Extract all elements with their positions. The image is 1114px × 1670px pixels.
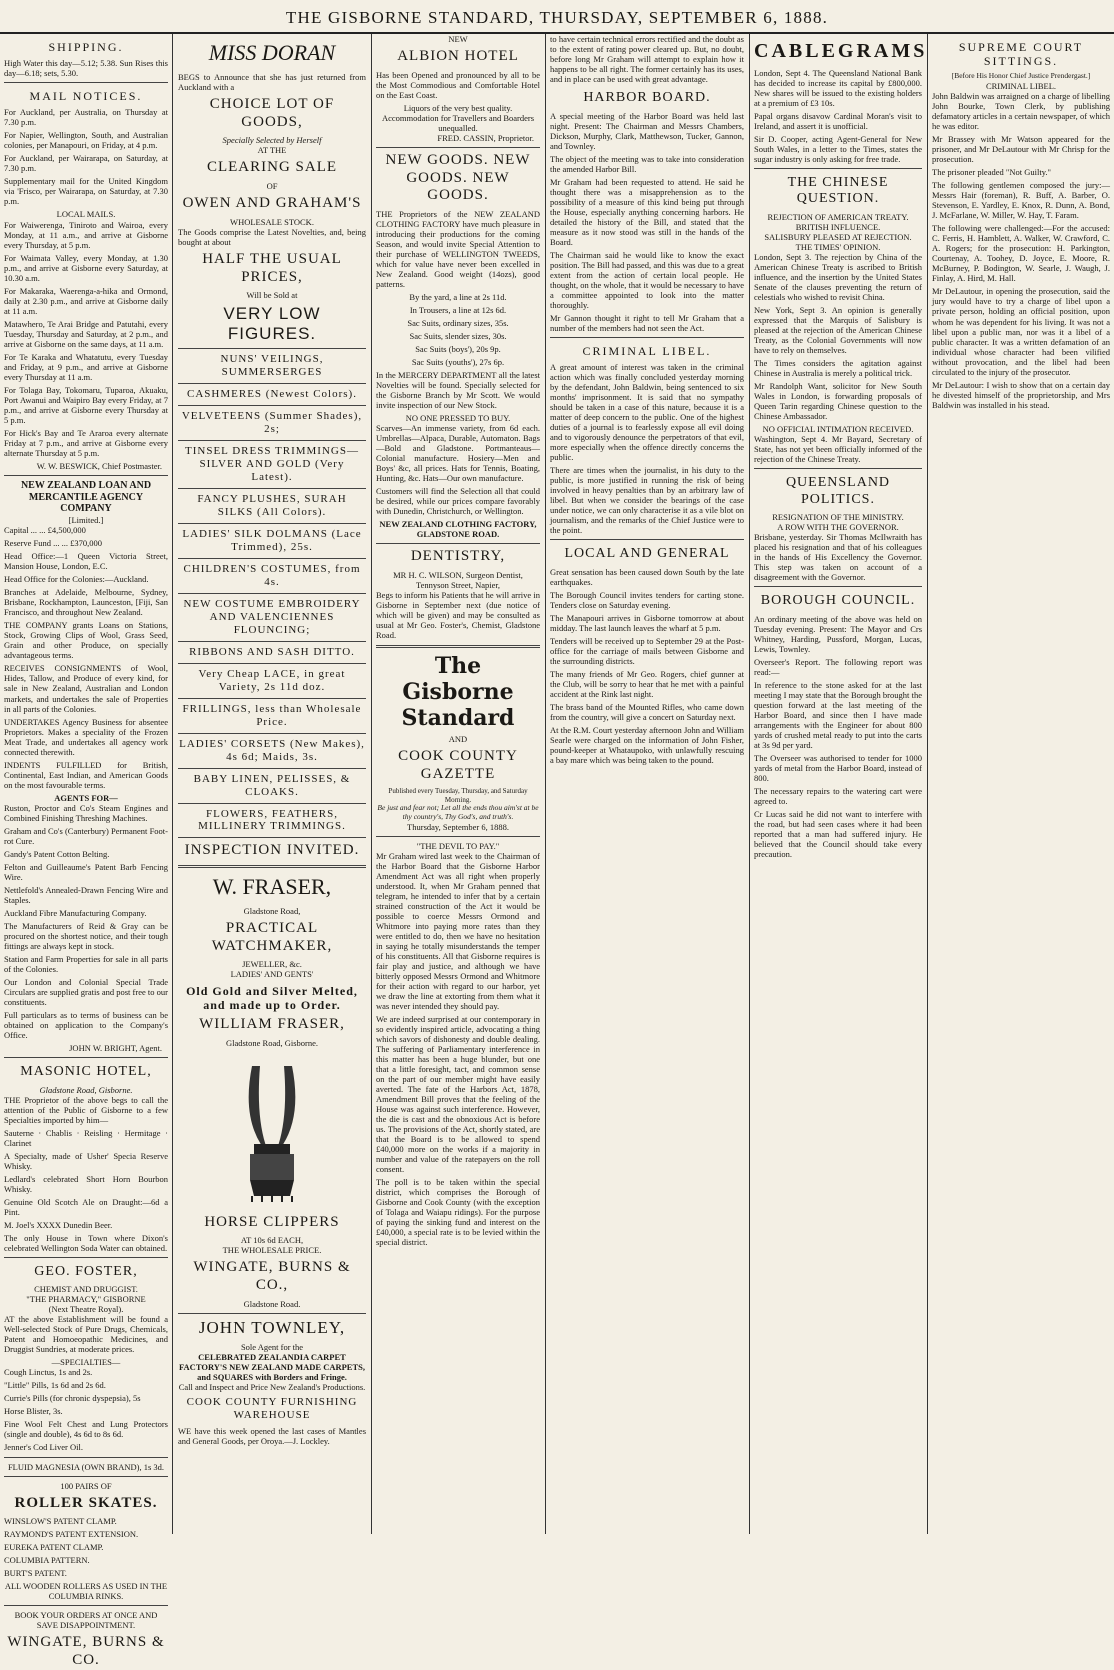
list-item: Very Cheap LACE, in great Variety, 2s 11d doz.	[198, 667, 346, 693]
mail-list	[4, 107, 168, 206]
masonic-sub: Gladstone Road, Gisborne.	[39, 1084, 133, 1095]
nzl-limited: [Limited.]	[68, 515, 104, 526]
list-item: UNDERTAKES Agency Business for absentee Proprietors. Makes a speciality of the Frozen Meat Trade, and undertakes all agency work connected therewith.	[4, 716, 168, 757]
list-item: Genuine Old Scotch Ale on Draught:—6d a Pint.	[4, 1196, 168, 1217]
criminal-heading: CRIMINAL LIBEL.	[582, 343, 712, 358]
roller-skates: ROLLER SKATES.	[14, 1494, 158, 1511]
list-item: VELVETEENS (Summer Shades), 2s;	[181, 410, 363, 436]
clamp-list	[4, 1516, 168, 1578]
list-item: "Little" Pills, 1s 6d and 2s 6d.	[4, 1380, 106, 1391]
list-item: For Waimata Valley, every Monday, at 1.30 p.m., and arrive at Gisborne every Saturday, at 10.30 a.m.	[4, 252, 168, 283]
list-item: Mr Randolph Want, solicitor for New South Wales in London, is forwarding proposals of Queen Tarin regarding Chinese question to the Chinese Ambassador.	[754, 381, 922, 422]
foster-sub: CHEMIST AND DRUGGIST.	[34, 1284, 138, 1295]
albion-hotel: ALBION HOTEL	[397, 48, 519, 65]
list-item: The Times considers the agitation against Chinese in Australia is merely a political trick.	[754, 357, 922, 378]
list-item: Ledlard's celebrated Short Horn Bourbon Whisky.	[4, 1173, 168, 1194]
chinese-sub2: BRITISH INFLUENCE.	[795, 221, 881, 232]
list-item: Auckland Fibre Manufacturing Company.	[4, 907, 147, 918]
gs-publication: Published every Tuesday, Thursday, and Saturday Morning.	[388, 787, 528, 804]
list-item: The following gentlemen composed the jury:—Messrs Hair (foreman), R. Buff, A. Barber, O. Stevenson, E. Yardley, E. Knox, R. Dunn, A. Bond, J. McFarlane, W. Miller, W. Hay, T. Faram.	[932, 180, 1110, 221]
queensland-sub: RESIGNATION OF THE MINISTRY.	[772, 512, 904, 523]
list-item: At the R.M. Court yesterday afternoon John and William Searle were charged on the information of John Fisher, pound-keeper at Whataupoko, with unlawfully rescuing a bay mare which was being taken to the pound.	[550, 725, 744, 766]
wilson-para: Begs to inform his Patients that he will arrive in Gisborne in September next (due notice of which will be given) and may be consulted as usual at Mr Geo. Foster's, Chemist, Gladstone Road.	[376, 590, 540, 641]
list-item: For Auckland, per Wairarapa, on Saturday, at 7.30 p.m.	[4, 153, 168, 174]
at-the: AT THE	[257, 145, 287, 156]
nz-clothing-factory: NEW ZEALAND CLOTHING FACTORY, GLADSTONE ROAD.	[379, 519, 537, 540]
list-item: Felton and Guilleaume's Patent Barb Fencing Wire.	[4, 861, 168, 882]
list-item: In reference to the stone asked for at the last meeting I may state that the Borough brought the question forward at the last meeting of the Harbor Board, and since then I have made arrangements with the Engineer for about 800 yards of crushed metal ready to put into the carts at 3s 9d per yard.	[754, 679, 922, 750]
cassin-signature: FRED. CASSIN, Proprietor.	[437, 132, 534, 143]
list-item: By the yard, a line at 2s 11d.	[409, 292, 507, 302]
list-item: Branches at Adelaide, Melbourne, Sydney, Brisbane, Rockhampton, Launceston, [Fiji, San Francisco, and throughout New Zealand.	[4, 587, 168, 618]
dentistry: DENTISTRY,	[410, 548, 506, 565]
list-item: RAYMOND'S PATENT EXTENSION.	[4, 1529, 139, 1540]
list-item: Sauterne · Chablis · Reisling · Hermitage · Clarinet	[4, 1127, 168, 1148]
list-item: Ruston, Proctor and Co's Steam Engines and Combined Finishing Threshing Machines.	[4, 802, 168, 823]
list-item: The brass band of the Mounted Rifles, who came down from the country, will give a concert on Saturday next.	[550, 702, 744, 723]
albion-para: Has been Opened and pronounced by all to be the Most Commodious and Comfortable Hotel on the East Coast.	[376, 69, 540, 100]
lockley-notice: WE have this week opened the last cases of Mantles and General Goods, per Oroya.—J. Lockley.	[178, 1425, 366, 1446]
local-general-heading: LOCAL AND GENERAL	[564, 546, 730, 562]
list-item: FLOWERS, FEATHERS, MILLINERY TRIMMINGS.	[198, 807, 346, 833]
masthead	[0, 0, 1114, 34]
new-goods-para4: Customers will find the Selection all that could be desired, while our prices compare favorably with Dunedin, Christchurch, or Wellington.	[376, 486, 540, 517]
nzl-title: NEW ZEALAND LOAN AND MERCANTILE AGENCY COMPANY	[20, 479, 152, 515]
borough-heading: BOROUGH COUNCIL.	[760, 593, 916, 609]
list-item: Jenner's Cod Liver Oil.	[4, 1442, 83, 1453]
list-item: An ordinary meeting of the above was held on Tuesday evening. Present: The Mayor and Crs Whitney, Harding, Pussford, Morgan, Lucas, Lewis, Townley.	[754, 613, 922, 654]
list-item: In Trousers, a line at 12s 6d.	[409, 305, 507, 316]
chinese-sub1: REJECTION OF AMERICAN TREATY.	[767, 211, 909, 222]
will-be-sold: Will be Sold at	[246, 290, 298, 301]
list-item: CASHMERES (Newest Colors).	[187, 388, 357, 401]
list-item: Sir D. Cooper, acting Agent-General for New South Wales, in a letter to the Times, states the sugar industry is only asking for free trade.	[754, 133, 922, 164]
cook-county-gazette: COOK COUNTY GAZETTE	[398, 748, 518, 782]
harbor-list	[550, 111, 744, 333]
list-item: A Specialty, made of Usher' Specia Reserve Whisky.	[4, 1150, 168, 1171]
queensland-heading: QUEENSLAND POLITICS.	[785, 475, 891, 507]
wingate-footer: WINGATE, BURNS & CO.	[7, 1634, 165, 1669]
jeweller: JEWELLER, &c.	[242, 959, 302, 970]
list-item: For Makaraka, Waerenga-a-hika and Ormond, daily at 2.30 p.m., and arrive at Gisborne daily at 11 a.m.	[4, 285, 168, 316]
harbor-heading: HARBOR BOARD.	[583, 90, 711, 106]
list-item: EUREKA PATENT CLAMP.	[4, 1542, 104, 1553]
clearing-sale: CLEARING SALE	[206, 159, 338, 176]
john-townley: JOHN TOWNLEY,	[198, 1317, 346, 1337]
list-item: For Te Karaka and Whatatutu, every Tuesday and Friday, at 9 p.m., and arrive at Gisborne every Thursday at 11 a.m.	[4, 351, 168, 382]
list-item: Gandy's Patent Cotton Belting.	[4, 848, 110, 859]
list-item: Mr Graham wired last week to the Chairman of the Harbor Board that the Gisborne Harbor Amendment Act was all right when properly understood. It, when Mr Graham penned that telegram, he intended to infer that by a certain strained construction of the Act it would be possible to coerce Messrs Ormond and Whitmore into paying more rates than they were entitled to do, then we have no hesitation in saying he totally misunderstands the temper of his constituents. All that Gisborne requires is fair play and justice, and although we have bitterly opposed Messrs Ormond and Whitmore for their action with regard to our harbor, yet we draw the line at extorting from them what it was never intended they should pay.	[376, 850, 540, 1011]
list-item: For Auckland, per Australia, on Thursday at 7.30 p.m.	[4, 107, 168, 128]
list-item: The Manufacturers of Reid & Gray can be procured on the shortest notice, and their tough fittings are always kept in stock.	[4, 920, 168, 951]
borough-list	[754, 614, 922, 859]
list-item: THE Proprietor of the above begs to call the attention of the Public of Gisborne to a few Specialties imported by him—	[4, 1094, 168, 1125]
column-4	[546, 34, 748, 1534]
list-item: The following were challenged:—For the accused: C. Ferris, H. Hamblett, A. Walker, W. Crawford, C. A. Rogers; for the prosecution: H. Parkington, Courtenay, A. Toohey, D. Joyce, E. Moore, R. McBurney, P. Bodington, W. Searle, J. Waugh, J. Finlay, A. Hird, M. Hall.	[932, 223, 1110, 284]
list-item: Great sensation has been caused down South by the late earthquakes.	[550, 566, 744, 587]
devil-list	[376, 851, 540, 1175]
fraser-heading: W. FRASER,	[212, 874, 332, 900]
list-item: COLUMBIA PATTERN.	[4, 1555, 90, 1566]
list-item: London, Sept 3. The rejection by China of the American Chinese Treaty is ascribed to British influence, and the insertion by the United States Senate of the clauses preventing the return of celestials who wished to revisit China.	[754, 251, 922, 302]
list-item: The necessary repairs to the watering cart were agreed to.	[754, 786, 922, 807]
list-item: The only House in Town where Dixon's celebrated Wellington Soda Water can obtained.	[4, 1232, 168, 1253]
very-low-figures: VERY LOW FIGURES.	[223, 304, 321, 344]
list-item: Sac Suits, slender sizes, 30s.	[409, 331, 507, 342]
pairs-of: 100 PAIRS OF	[60, 1480, 112, 1491]
gs-and: AND	[448, 734, 468, 744]
sole-agent: Sole Agent for the	[240, 1341, 304, 1352]
list-item: There are times when the journalist, in his duty to the public, is more justified in running the risk of being involved in heavy penalties than by an arbitrary law of libel. But when we consider the bearings of the case under notice, we can only characterise it as a vile blot on journalism, and the remarks of the Chief Justice were to the point.	[550, 465, 744, 536]
wingate-burns: WINGATE, BURNS & CO.,	[193, 1259, 351, 1293]
list-item: INDENTS FULFILLED for British, Continental, East Indian, and American Goods on the most favourable terms.	[4, 759, 168, 790]
new-goods-para3: Scarves—An immense variety, from 6d each. Umbrellas—Alpaca, Durable, Automaton. Bags—Bold and Gladstone. Portmanteaus—Colonial manufacture. Hosiery—Men and Boys' &c, all prices. Hats for Tennis, Boating, Hunting, &c. Hats—Our own manufacture.	[376, 423, 540, 484]
list-item: Cough Linctus, 1s and 2s.	[4, 1367, 93, 1378]
list-item: Sac Suits (boys'), 20s 9p.	[415, 344, 501, 355]
list-item: For Hick's Bay and Te Araroa every alternate Friday at 7 p.m., and arrive at Gisborne every alternate Thursday at 5 p.m.	[4, 427, 168, 458]
horse-clippers: HORSE CLIPPERS	[204, 1213, 340, 1230]
list-item: BURT'S PATENT.	[4, 1568, 67, 1579]
gs-motto: Be just and fear not; Let all the ends thou aim'st at be thy country's, Thy God's, and truth's.	[377, 802, 539, 821]
list-item: For Waiwerenga, Tiniroto and Wairoa, every Monday, at 11 a.m., and arrive at Gisborne every Thursday, at 5 p.m.	[4, 219, 168, 250]
list-item: LADIES' CORSETS (New Makes), 4s 6d; Maids, 3s.	[179, 737, 365, 763]
devil-cont: The poll is to be taken within the special district, which comprises the Borough of Gisborne and Cook County (with the exception of Tolaga and Waiapu ridings). For the purpose of paying the sinking fund and interest on the £40,000, a special rate is to be levied within the special district.	[376, 1177, 540, 1248]
no-one-pressed: NO ONE PRESSED TO BUY.	[405, 413, 511, 424]
specialties-heading: —SPECIALTIES—	[51, 1357, 121, 1368]
goods-para: The Goods comprise the Latest Novelties, and, being bought at about	[178, 226, 366, 247]
choice-lot: CHOICE LOT OF GOODS,	[209, 95, 335, 130]
queensland-sub2: A ROW WITH THE GOVERNOR.	[777, 522, 899, 533]
agents-list	[4, 803, 168, 1040]
ladies-gents: LADIES' AND GENTS'	[230, 969, 314, 980]
list-item: FANCY PLUSHES, SURAH SILKS (All Colors).	[197, 493, 347, 519]
column-6	[928, 34, 1114, 1534]
list-item: Mr Brassey with Mr Watson appeared for the prisoner, and Mr DeLautour with Mr Chrisp for the prosecution.	[932, 134, 1110, 165]
list-item: Sac Suits, ordinary sizes, 35s.	[407, 318, 509, 329]
list-item: Mr DeLautour, in opening the prosecution, said the jury would have to try a charge of libel upon a private person, holding an official position, upon whom he was dependent for his living. It was not a libel upon a public man, nor was it a libel of a public character. It was a written defamation of an individual whose character had been vilified without provocation, and the libel had been circulated to the injury of the prosecutor.	[932, 286, 1110, 377]
of-label: OF	[266, 181, 278, 192]
watchmaker: PRACTICAL WATCHMAKER,	[211, 920, 333, 954]
list-item: Papal organs disavow Cardinal Moran's visit to Ireland, and assert it is unofficial.	[754, 110, 922, 131]
list-item: BABY LINEN, PELISSES, & CLOAKS.	[193, 772, 351, 798]
specialties-list	[4, 1367, 168, 1452]
wooden-rollers: ALL WOODEN ROLLERS AS USED IN THE COLUMBIA RINKS.	[4, 1581, 168, 1602]
book-orders: BOOK YOUR ORDERS AT ONCE AND SAVE DISAPPOINTMENT.	[14, 1610, 158, 1631]
albion-new: NEW	[448, 34, 468, 44]
wingate-road: Gladstone Road.	[243, 1298, 301, 1309]
cablegrams-heading: CABLEGRAMS	[754, 40, 928, 62]
supreme-heading: SUPREME COURT SITTINGS.	[958, 40, 1084, 69]
queensland-para: Brisbane, yesterday. Sir Thomas McIlwraith has placed his resignation and that of his colleagues in the hands of His Excellency the Governor. This step was taken on account of a disagreement with the Governor.	[754, 532, 922, 583]
old-gold: Old Gold and Silver Melted, and made up to Order.	[186, 983, 358, 1012]
list-item: A special meeting of the Harbor Board was held last night. Present: The Chairman and Messrs Chambers, Dickson, Murphy, Clark, Matthewson, Tucker, Gannon, and Townley.	[550, 110, 744, 151]
shipping-text: High Water this day—5.12; 5.38. Sun Rises this day—6.18; sets, 5.30.	[4, 58, 168, 79]
fluid-magnesia: FLUID MAGNESIA (OWN BRAND), 1s 3d.	[7, 1461, 165, 1472]
cable-list	[754, 68, 922, 164]
column-5	[750, 34, 926, 1534]
list-item: Mr Gannon thought it right to tell Mr Graham that a number of the members had not seen the Act.	[550, 312, 744, 333]
list-item: Station and Farm Properties for sale in all parts of the Colonies.	[4, 953, 168, 974]
list-item: WINSLOW'S PATENT CLAMP.	[4, 1516, 117, 1527]
nzl-signature: JOHN W. BRIGHT, Agent.	[69, 1042, 162, 1053]
no-official: NO OFFICIAL INTIMATION RECEIVED.	[762, 424, 914, 435]
list-item: M. Joel's XXXX Dunedin Beer.	[4, 1219, 113, 1230]
drapery-list	[178, 353, 366, 838]
list-item: NEW COSTUME EMBROIDERY AND VALENCIENNES FLOUNCING;	[183, 597, 361, 636]
clipper-price: AT 10s 6d EACH,	[240, 1235, 304, 1246]
list-item: The Manapouri arrives in Gisborne tomorrow at about midday. The last launch leaves the wharf at 5 p.m.	[550, 612, 744, 633]
chinese-heading: THE CHINESE QUESTION.	[787, 174, 889, 207]
cook-county-warehouse: COOK COUNTY FURNISHING WAREHOUSE	[186, 1395, 358, 1421]
devil-heading: "THE DEVIL TO PAY."	[416, 840, 500, 851]
local-mails-heading: LOCAL MAILS.	[56, 209, 116, 220]
chinese-sub3: SALISBURY PLEASED AT REJECTION.	[764, 231, 912, 242]
doran-heading: MISS DORAN	[208, 40, 336, 65]
nzl-capital: Capital ... ... £4,500,000	[4, 525, 86, 536]
masonic-heading: MASONIC HOTEL,	[20, 1064, 152, 1079]
owen-graham: OWEN AND GRAHAM'S	[182, 195, 362, 212]
list-item: Fine Wool Felt Chest and Lung Protectors (single and double), 4s 6d to 8s 6d.	[4, 1419, 168, 1440]
c4-intro: to have certain technical errors rectified and the doubt as to the extent of rating power cleared up. But, no doubt, before long Mr Graham will attempt to explain how it happens to be all right. The former certainly has its uses, and in place can be used with great advantage.	[550, 34, 744, 85]
liquors: Liquors of the very best quality.	[403, 102, 513, 113]
list-item: Nettlefold's Annealed-Drawn Fencing Wire and Staples.	[4, 884, 168, 905]
libel-list	[932, 91, 1110, 409]
list-item: The prisoner pleaded "Not Guilty."	[932, 167, 1051, 178]
list-item: For Napier, Wellington, South, and Australian colonies, per Manapouri, on Friday, at 4 p.m.	[4, 130, 168, 151]
list-item: LADIES' SILK DOLMANS (Lace Trimmed), 25s.	[182, 528, 362, 553]
list-item: CHILDREN'S COSTUMES, from 4s.	[183, 562, 361, 588]
mail-heading: MAIL NOTICES.	[29, 89, 143, 104]
list-item: Matawhero, Te Arai Bridge and Patutahi, every Tuesday, Thursday and Saturday, at 2 p.m., and arrive at Gisborne on the same days, at 11 a.m.	[4, 318, 168, 349]
masthead-title: THE GISBORNE STANDARD, THURSDAY, SEPTEMBER 6, 1888.	[285, 8, 829, 27]
list-item: The Overseer was authorised to tender for 1000 yards of metal from the Harbor Board, instead of 800.	[754, 753, 922, 784]
chinese-list	[754, 252, 922, 421]
list-item: Graham and Co's (Canterbury) Permanent Foot-rot Cure.	[4, 825, 168, 846]
list-item: The object of the meeting was to take into consideration the amended Harbor Bill.	[550, 153, 744, 174]
list-item: Mr Graham had been requested to attend. He said he thought there was a misapprehension as to the possibility of a measure of this kind being put through the House, especially anything concerning harbors. He detailed the history of the Bill, and stated that the measure as it now stood was still in the hands of the Board.	[550, 176, 744, 247]
list-item: Head Office:—1 Queen Victoria Street, Mansion House, London, E.C.	[4, 551, 168, 572]
fraser-road: Gladstone Road,	[243, 906, 301, 917]
list-item: A great amount of interest was taken in the criminal action which was finally concluded yesterday morning by the defendant, John Baldwin, being sentenced to six months' imprisonment. It is said that no sympathy should be taken in a case of this nature, because it is a matter of deep concern to the public. One of the highest duties of a journal is to fearlessly expose all evil doing and to vigorously denounce the perpetrators of that evil, more especially when the offence directly concerns the public.	[550, 362, 744, 463]
column-2	[174, 34, 370, 1534]
masonic-list	[4, 1095, 168, 1253]
list-item: The Borough Council invites tenders for carting stone. Tenders close on Saturday evening.	[550, 589, 744, 610]
zealandia: CELEBRATED ZEALANDIA CARPET FACTORY'S NEW ZEALAND MADE CARPETS, and SQUARES with Borders and Fringe.	[178, 1351, 366, 1382]
inspection-invited: INSPECTION INVITED.	[184, 842, 360, 859]
half-price: HALF THE USUAL PRICES,	[202, 250, 342, 285]
william-fraser: WILLIAM FRASER,	[199, 1015, 345, 1032]
column-3	[372, 34, 544, 1534]
accommodation: Accommodation for Travellers and Boarders unequalled.	[381, 112, 535, 133]
wholesale-price: THE WHOLESALE PRICE.	[222, 1245, 322, 1256]
list-item: TINSEL DRESS TRIMMINGS—SILVER AND GOLD (Very Latest).	[185, 445, 359, 484]
call-inspect: Call and Inspect and Price New Zealand's Productions.	[178, 1381, 366, 1392]
list-item: Tenders will be received up to September 29 at the Post-office for the carriage of mails between Gisborne and the surrounding districts.	[550, 635, 744, 666]
list-item: John Baldwin was arraigned on a charge of libelling John Bourke, Town Clerk, by publishing defamatory articles in a certain newspaper, of which he was editor.	[932, 91, 1110, 132]
chinese-sub4: THE TIMES' OPINION.	[795, 241, 881, 252]
new-goods: NEW GOODS. NEW GOODS. NEW GOODS.	[385, 151, 531, 204]
foster-heading: GEO. FOSTER,	[34, 1263, 138, 1279]
list-item: For Tolaga Bay, Tokomaru, Tuparoa, Akuaku, Port Awanui and Waipiro Bay every Friday, at 7 p.m., and arrive at Gisborne every Thursday at 5 p.m.	[4, 384, 168, 425]
list-item: Horse Blister, 3s.	[4, 1406, 63, 1417]
list-item: Supplementary mail for the United Kingdom via 'Frisco, per Wairarapa, on Saturday, at 7.30 p.m.	[4, 176, 168, 207]
supreme-sub: [Before His Honor Chief Justice Prendergast.]	[951, 71, 1091, 81]
washington-para: Washington, Sept 4. Mr Bayard, Secretary of State, has not yet been officially informed of the rejection of the Chinese Treaty.	[754, 434, 922, 465]
column-1	[0, 34, 172, 1669]
list-item: RECEIVES CONSIGNMENTS of Wool, Hides, Tallow, and Produce of every kind, for sale in New Zealand, Australian and London markets, and undertakes the sale of Properties in all parts of the Colonies.	[4, 663, 168, 714]
gs-date: Thursday, September 6, 1888.	[407, 821, 509, 832]
list-item: Our London and Colonial Special Trade Circulars are supplied gratis and post free to our constituents.	[4, 976, 168, 1007]
agents-heading: AGENTS FOR—	[54, 792, 118, 803]
list-item: The many friends of Mr Geo. Rogers, chief gunner at the Club, will be sorry to hear that he met with a painful accident at the Rink last night.	[550, 669, 744, 700]
local-mail-list	[4, 220, 168, 458]
list-item: Sac Suits (youths'), 27s 6p.	[411, 357, 505, 368]
list-item: Full particulars as to terms of business can be obtained on application to the Company's Office.	[4, 1009, 168, 1040]
list-item: Overseer's Report. The following report was read:—	[754, 656, 922, 677]
new-goods-para1: THE Proprietors of the NEW ZEALAND CLOTHING FACTORY have much pleasure in introducing their productions for the coming Season, and would invite Special Attention to their purchase of WELLINGTON TWEEDS, which for value have never been excelled in New Zealand. Good weight (14ozs), good patterns.	[376, 208, 540, 289]
libel-heading: CRIMINAL LIBEL.	[985, 81, 1057, 92]
horse-clipper-illustration	[232, 1056, 312, 1206]
list-item: Currie's Pills (for chronic dyspepsia), 5s	[4, 1393, 141, 1404]
price-list	[376, 292, 540, 367]
list-item: London, Sept 4. The Queensland National Bank has decided to increase its capital by £800,000. New shares will be issued to the existing holders at a premium of £3 10s.	[754, 67, 922, 108]
wfraser-road: Gladstone Road, Gisborne.	[225, 1037, 319, 1048]
nzl-reserve: Reserve Fund ... ... £370,000	[4, 538, 102, 549]
list-item: We are indeed surprised at our contemporary in so evidently inspired article, advocating a thing which savors of dishonesty and double dealing. The suffering of Parliamentary interference in this matter has been a huge blunder, but one that a little foresight, tact, and common sense on the part of our member might have easily averted. The fate of the Harbors Act, 1878, Amendment Bill proves that the feeling of the House was against such interference. However, the die is cast and the obnoxious Act is before us. The provisions of the Act, shortly stated, are that the Board is to be allowed to spend £40,000 more on the works if a majority in number and value of the ratepayers on the roll consent.	[376, 1013, 540, 1175]
foster-next: (Next Theatre Royal).	[48, 1304, 124, 1315]
local-general-list	[550, 567, 744, 765]
specially-selected: Specially Selected by Herself	[222, 135, 322, 146]
list-item: NUNS' VEILINGS, SUMMERSERGES	[220, 353, 324, 379]
list-item: FRILLINGS, less than Wholesale Price.	[182, 702, 362, 728]
criminal-list	[550, 362, 744, 535]
postmaster-signature: W. W. BESWICK, Chief Postmaster.	[36, 460, 162, 471]
column-rule	[172, 34, 173, 1534]
list-item: Head Office for the Colonies:—Auckland.	[4, 574, 149, 585]
wholesale-stock: WHOLESALE STOCK.	[230, 216, 314, 227]
new-goods-para2: In the MERCERY DEPARTMENT all the latest Novelties will be found. Specially selected for the Gisborne Branch by Mr Scott. We would invite inspection of our New Stock.	[376, 370, 540, 411]
wilson: MR H. C. WILSON, Surgeon Dentist, Tennyson Street, Napier,	[393, 570, 523, 591]
shipping-heading: SHIPPING.	[48, 40, 124, 54]
list-item: Mr DeLautour: I wish to show that on a certain day he divested himself of the proprietorship, and Mrs Baldwin was installed in his stead.	[932, 379, 1110, 410]
list-item: RIBBONS AND SASH DITTO.	[189, 645, 355, 658]
foster-para: AT the above Establishment will be found a Well-selected Stock of Pure Drugs, Chemicals, Patent and Homoeopathic Medicines, and Druggist Sundries, at moderate prices.	[4, 1314, 168, 1355]
list-item: New York, Sept 3. An opinion is generally expressed that the Marquis of Salisbury is pleased at the rejection of the American Chinese Treaty, as the Colonial Governments will now have to rely on themselves.	[754, 304, 922, 355]
gisborne-standard-title: The Gisborne Standard	[401, 653, 515, 732]
list-item: THE COMPANY grants Loans on Stations, Stock, Growing Clips of Wool, Grass Seed, Grain and other Produce, on specially advantageous terms.	[4, 620, 168, 661]
list-item: Cr Lucas said he did not want to interfere with the road, but had seen cases where it had been reported that a man had suffered injury. He believed that the Council should take every precaution.	[754, 809, 922, 860]
foster-tag: "THE PHARMACY," GISBORNE	[26, 1294, 146, 1305]
nzl-list	[4, 551, 168, 789]
doran-para: BEGS to Announce that she has just returned from Auckland with a	[178, 71, 366, 92]
list-item: The Chairman said he would like to know the exact position. The Bill had passed, and this was due to a great extent from the action of certain local people. He thought, on the whole, that it would be necessary to have a committee appointed to look into the matter thoroughly.	[550, 249, 744, 310]
